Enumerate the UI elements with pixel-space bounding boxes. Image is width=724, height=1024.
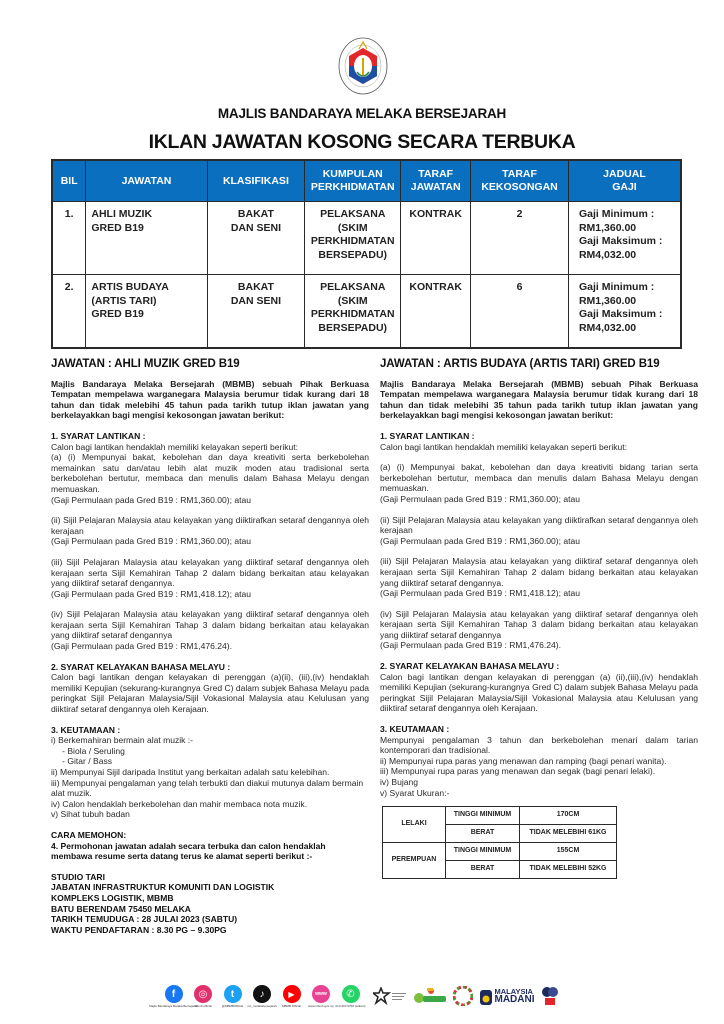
- cell-jawatan: AHLI MUZIK GRED B19: [86, 202, 207, 275]
- apply-text: 4. Permohonan jawatan adalah secara terbuka dan calon hendaklah membawa resume serta datang terus ke alamat seperti berikut :-: [51, 840, 326, 862]
- keutamaan-item: - Gitar / Bass: [55, 756, 112, 767]
- keutamaan-item: - Biola / Seruling: [55, 745, 125, 756]
- gender-label: LELAKI: [383, 807, 446, 843]
- page-title: IKLAN JAWATAN KOSONG SECARA TERBUKA: [148, 131, 576, 153]
- keutamaan-item: v) Syarat Ukuran:-: [380, 787, 450, 798]
- social-whatsapp[interactable]: [337, 985, 364, 1009]
- heading-bahasa-melayu: 2. SYARAT KELAYAKAN BAHASA MELAYU :: [380, 661, 560, 672]
- social-caption: MBMB Official: [282, 1004, 301, 1008]
- social-caption: mc_melakabersejarah: [247, 1004, 277, 1008]
- partner-logo-anniversary: [541, 985, 559, 1007]
- cell-taraf-kekosongan: 2: [471, 202, 569, 275]
- madani-line2: MADANI: [494, 994, 535, 1005]
- address-line: STUDIO TARI: [51, 871, 105, 882]
- keutamaan-item: ii) Mempunyai Sijil daripada Institut yang berkaitan adalah satu kelebihan.: [51, 767, 330, 777]
- cell-klasifikasi: BAKAT DAN SENI: [207, 202, 305, 275]
- partner-logo-sdg: [453, 985, 473, 1007]
- madani-hand-icon: [479, 986, 493, 1006]
- measurement-value: 155CM: [520, 843, 617, 861]
- youtube-icon: ▶: [283, 985, 301, 1003]
- measurement-value: TIDAK MELEBIHI 61KG: [520, 825, 617, 843]
- header-taraf-jawatan: TARAF JAWATAN: [401, 160, 471, 202]
- table-row: [383, 807, 617, 825]
- cell-taraf-kekosongan: 6: [471, 275, 569, 349]
- qualification-iv: (iv) Sijil Pelajaran Malaysia atau kelayakan yang diiktiraf setaraf dengannya oleh kerajaan serta Sijil Kemahiran Tahap 3 dalam bidang berkaitan atau kelayakan yang diiktiraf setaraf dengannya: [380, 608, 698, 640]
- heading-syarat-lantikan: 1. SYARAT LANTIKAN :: [380, 430, 475, 441]
- qualification-iii-pay: (Gaji Permulaan pada Gred B19 : RM1,418.12); atau: [380, 588, 581, 599]
- vacancy-table: [51, 159, 682, 349]
- address-line: KOMPLEKS LOGISTIK, MBMB: [51, 892, 174, 903]
- measurement-value: TIDAK MELEBIHI 52KG: [520, 861, 617, 879]
- keutamaan-item: v) Sihat tubuh badan: [51, 809, 130, 820]
- social-website[interactable]: [308, 985, 335, 1009]
- facebook-icon: f: [165, 985, 183, 1003]
- partner-logo-tourism: [413, 985, 447, 1007]
- qualification-a: (a) (i) Mempunyai bakat, kebolehan dan daya kreativiti bidang tarian serta berkebolehan bertutur, membaca dan menulis dalam Bahasa Melayu dengan memuaskan.: [380, 462, 698, 494]
- qualification-ii: (ii) Sijil Pelajaran Malaysia atau kelayakan yang diiktirafkan setaraf dengannya oleh kerajaan: [380, 514, 698, 536]
- keutamaan-item: ii) Mempunyai rupa paras yang menawan dan ramping (bagi penari wanita).: [380, 755, 667, 766]
- twitter-icon: t: [224, 985, 242, 1003]
- social-youtube[interactable]: [278, 985, 305, 1009]
- cell-jadual-gaji: Gaji Minimum : RM1,360.00 Gaji Maksimum : RM4,032.00: [568, 275, 681, 349]
- heading-syarat-lantikan: 1. SYARAT LANTIKAN :: [51, 430, 146, 441]
- header-taraf-kekosongan: TARAF KEKOSONGAN: [471, 160, 569, 202]
- table-header-row: [52, 160, 681, 202]
- measurement-label: TINGGI MINIMUM: [446, 807, 520, 825]
- instagram-icon: ◎: [194, 985, 212, 1003]
- cell-kumpulan: PELAKSANA (SKIM PERKHIDMATAN BERSEPADU): [305, 275, 401, 349]
- heading-bahasa-melayu: 2. SYARAT KELAYAKAN BAHASA MELAYU :: [51, 661, 231, 672]
- social-facebook[interactable]: [149, 985, 198, 1009]
- footer-logos: [149, 985, 559, 1021]
- social-caption: Majlis Bandaraya Melaka Bersejarah: [149, 1004, 198, 1008]
- header-kumpulan: KUMPULAN PERKHIDMATAN: [305, 160, 401, 202]
- interview-date: TARIKH TEMUDUGA : 28 JULAI 2023 (SABTU): [51, 914, 238, 925]
- section-artis-budaya: [380, 359, 698, 879]
- bahasa-melayu-text: Calon bagi lantikan dengan kelayakan di perenggan (a)(ii), (iii),(iv) hendaklah memiliki Kepujian (sekurang-kurangnya Gred C) dalam subjek Bahasa Melayu pada peringkat Sijil Pelajaran Malaysia/Sijil Vokasional Malaysia atau Kelulusan yang diiktiraf setaraf dengannya oleh Kerajaan.: [51, 672, 369, 715]
- measurement-value: 170CM: [520, 807, 617, 825]
- cell-bil: 2.: [52, 275, 86, 349]
- star-logo-icon: [373, 987, 407, 1005]
- table-row: [383, 843, 617, 861]
- social-caption: www.mbmb.gov.my: [308, 1004, 334, 1008]
- partner-logo-star: [373, 985, 407, 1007]
- address-line: JABATAN INFRASTRUKTUR KOMUNITI DAN LOGISTIK: [51, 882, 275, 893]
- social-instagram[interactable]: [190, 985, 217, 1009]
- qualification-iv-pay: (Gaji Permulaan pada Gred B19 : RM1,476.24).: [51, 641, 233, 652]
- mbmb-logo: [337, 36, 389, 96]
- section-title: JAWATAN : ARTIS BUDAYA (ARTIS TARI) GRED B19: [380, 358, 660, 370]
- gender-label: PEREMPUAN: [383, 843, 446, 879]
- keutamaan-item: iv) Calon hendaklah berkebolehan dan mahir membaca nota muzik.: [51, 798, 308, 809]
- qualification-iv-pay: (Gaji Permulaan pada Gred B19 : RM1,476.24).: [380, 640, 562, 651]
- cell-kumpulan: PELAKSANA (SKIM PERKHIDMATAN BERSEPADU): [305, 202, 401, 275]
- table-row: [52, 202, 681, 275]
- bahasa-melayu-text: Calon bagi lantikan dengan kelayakan di perenggan (a) (ii),(iii),(iv) hendaklah memiliki Kepujian (sekurang-kurangnya Gred C) dalam subjek Bahasa Melayu pada peringkat Sijil Pelajaran Malaysia/Sijil Vokasional Malaysia atau Kelulusan yang diiktiraf setaraf dengannya oleh Kerajaan.: [380, 671, 698, 714]
- address-line: BATU BERENDAM 75450 MELAKA: [51, 903, 191, 914]
- website-icon: www: [312, 985, 330, 1003]
- social-twitter[interactable]: [219, 985, 246, 1009]
- qualification-a-pay: (Gaji Permulaan pada Gred B19 : RM1,360.00); atau: [51, 494, 252, 505]
- registration-time: WAKTU PENDAFTARAN : 8.30 PG – 9.30PG: [51, 924, 227, 935]
- social-caption: @MBMBOfficial: [221, 1004, 244, 1008]
- header-bil: BIL: [52, 160, 86, 202]
- heading-cara-memohon: CARA MEMOHON:: [51, 829, 127, 840]
- qualification-iii: (iii) Sijil Pelajaran Malaysia atau kelayakan yang diiktiraf setaraf dengannya oleh kerajaan serta Sijil Kemahiran Tahap 2 dalam bidang berkaitan atau kelayakan yang diiktiraf setaraf dengannya.: [51, 556, 369, 589]
- qualification-ii-pay: (Gaji Permulaan pada Gred B19 : RM1,360.00); atau: [51, 536, 252, 547]
- social-tiktok[interactable]: [249, 985, 276, 1009]
- whatsapp-icon: ✆: [342, 985, 360, 1003]
- header-jawatan: JAWATAN: [86, 160, 207, 202]
- cell-klasifikasi: BAKAT DAN SENI: [207, 275, 305, 349]
- measurement-label: BERAT: [446, 861, 520, 879]
- table-row: [52, 275, 681, 349]
- measurement-label: BERAT: [446, 825, 520, 843]
- heading-keutamaan: 3. KEUTAMAAN :: [51, 724, 121, 735]
- social-caption: mbmb.official: [194, 1004, 212, 1008]
- qualification-a: (a) (i) Mempunyai bakat, kebolehan dan daya kreativiti serta berkebolehan memainkan satu dan/atau lebih alat muzik moden atau tradisional serta berkebolehan bertutur, membaca dan menulis dalam Bahasa Melayu dengan memuaskan.: [51, 452, 369, 494]
- qualification-iv: (iv) Sijil Pelajaran Malaysia atau kelayakan yang diiktiraf setaraf dengannya oleh kerajaan serta Sijil Kemahiran Tahap 3 dalam bidang berkaitan atau kelayakan yang diiktiraf setaraf dengannya: [51, 609, 369, 641]
- cell-taraf-jawatan: KONTRAK: [401, 202, 471, 275]
- intro-paragraph: Majlis Bandaraya Melaka Bersejarah (MBMB) sebuah Pihak Berkuasa Tempatan mempelawa warganegara Malaysia berumur tidak kurang dari 18 tahun dan tidak melebihi 45 tahun pada tarikh tutup iklan jawatan yang berkelayakkan bagi mengisi kekosongan jawatan berikut:: [51, 378, 369, 421]
- qualification-ii-pay: (Gaji Permulaan pada Gred B19 : RM1,360.00); atau: [380, 535, 581, 546]
- cell-bil: 1.: [52, 202, 86, 275]
- section-title: JAWATAN : AHLI MUZIK GRED B19: [51, 358, 240, 370]
- header-klasifikasi: KLASIFIKASI: [207, 160, 305, 202]
- organization-name: MAJLIS BANDARAYA MELAKA BERSEJARAH: [217, 106, 507, 121]
- cell-taraf-jawatan: KONTRAK: [401, 275, 471, 349]
- keutamaan-item: i) Berkemahiran bermain alat muzik :-: [51, 735, 194, 746]
- keutamaan-item: Mempunyai pengalaman 3 tahun dan berkebolehan menari dalam tarian kontemporari dan tradisional.: [380, 734, 698, 756]
- lead-text: Calon bagi lantikan hendaklah memiliki kelayakan seperti berikut:: [51, 441, 299, 452]
- measurement-table: [382, 806, 617, 879]
- lead-text: Calon bagi lantikan hendaklah memiliki kelayakan seperti berikut:: [380, 441, 628, 452]
- qualification-iii: (iii) Sijil Pelajaran Malaysia atau kelayakan yang diiktiraf setaraf dengannya oleh kerajaan serta Sijil Kemahiran Tahap 2 dalam bidang berkaitan atau kelayakan yang diiktiraf setaraf dengannya.: [380, 556, 698, 588]
- cell-jadual-gaji: Gaji Minimum : RM1,360.00 Gaji Maksimum : RM4,032.00: [568, 202, 681, 275]
- measurement-label: TINGGI MINIMUM: [446, 843, 520, 861]
- keutamaan-item: iv) Bujang: [380, 777, 419, 787]
- qualification-ii: (ii) Sijil Pelajaran Malaysia atau kelayakan yang diiktirafkan setaraf dengannya oleh kerajaan: [51, 515, 369, 536]
- social-caption: 013-363 6700 (Aduan): [335, 1004, 366, 1008]
- keutamaan-item: iii) Mempunyai pengalaman yang telah terbukti dan diakui mutunya dalam bermain alat muzik.: [51, 777, 364, 799]
- qualification-a-pay: (Gaji Permulaan pada Gred B19 : RM1,360.00); atau: [380, 493, 581, 504]
- qualification-iii-pay: (Gaji Permulaan pada Gred B19 : RM1,418.12); atau: [51, 588, 252, 599]
- section-ahli-muzik: [51, 359, 369, 935]
- keutamaan-item: iii) Mempunyai rupa paras yang menawan dan segak (bagi penari lelaki).: [380, 766, 656, 777]
- tourism-logo-icon: [413, 986, 447, 1006]
- header-jadual-gaji: JADUAL GAJI: [568, 160, 681, 202]
- anniversary-logo-icon: [541, 985, 559, 1007]
- madani-line1: MALAYSIA: [494, 987, 533, 996]
- tiktok-icon: ♪: [253, 985, 271, 1003]
- cell-jawatan: ARTIS BUDAYA (ARTIS TARI) GRED B19: [86, 275, 207, 349]
- intro-paragraph: Majlis Bandaraya Melaka Bersejarah (MBMB) sebuah Pihak Berkuasa Tempatan mempelawa warganegara Malaysia berumur tidak kurang dari 18 tahun dan tidak melebihi 35 tahun pada tarikh tutup iklan jawatan yang berkelayakkan bagi mengisi kekosongan jawatan berikut:: [380, 378, 698, 421]
- partner-logo-malaysia-madani: [479, 985, 535, 1007]
- heading-keutamaan: 3. KEUTAMAAN :: [380, 724, 450, 735]
- sdg-wheel-icon: [453, 986, 473, 1006]
